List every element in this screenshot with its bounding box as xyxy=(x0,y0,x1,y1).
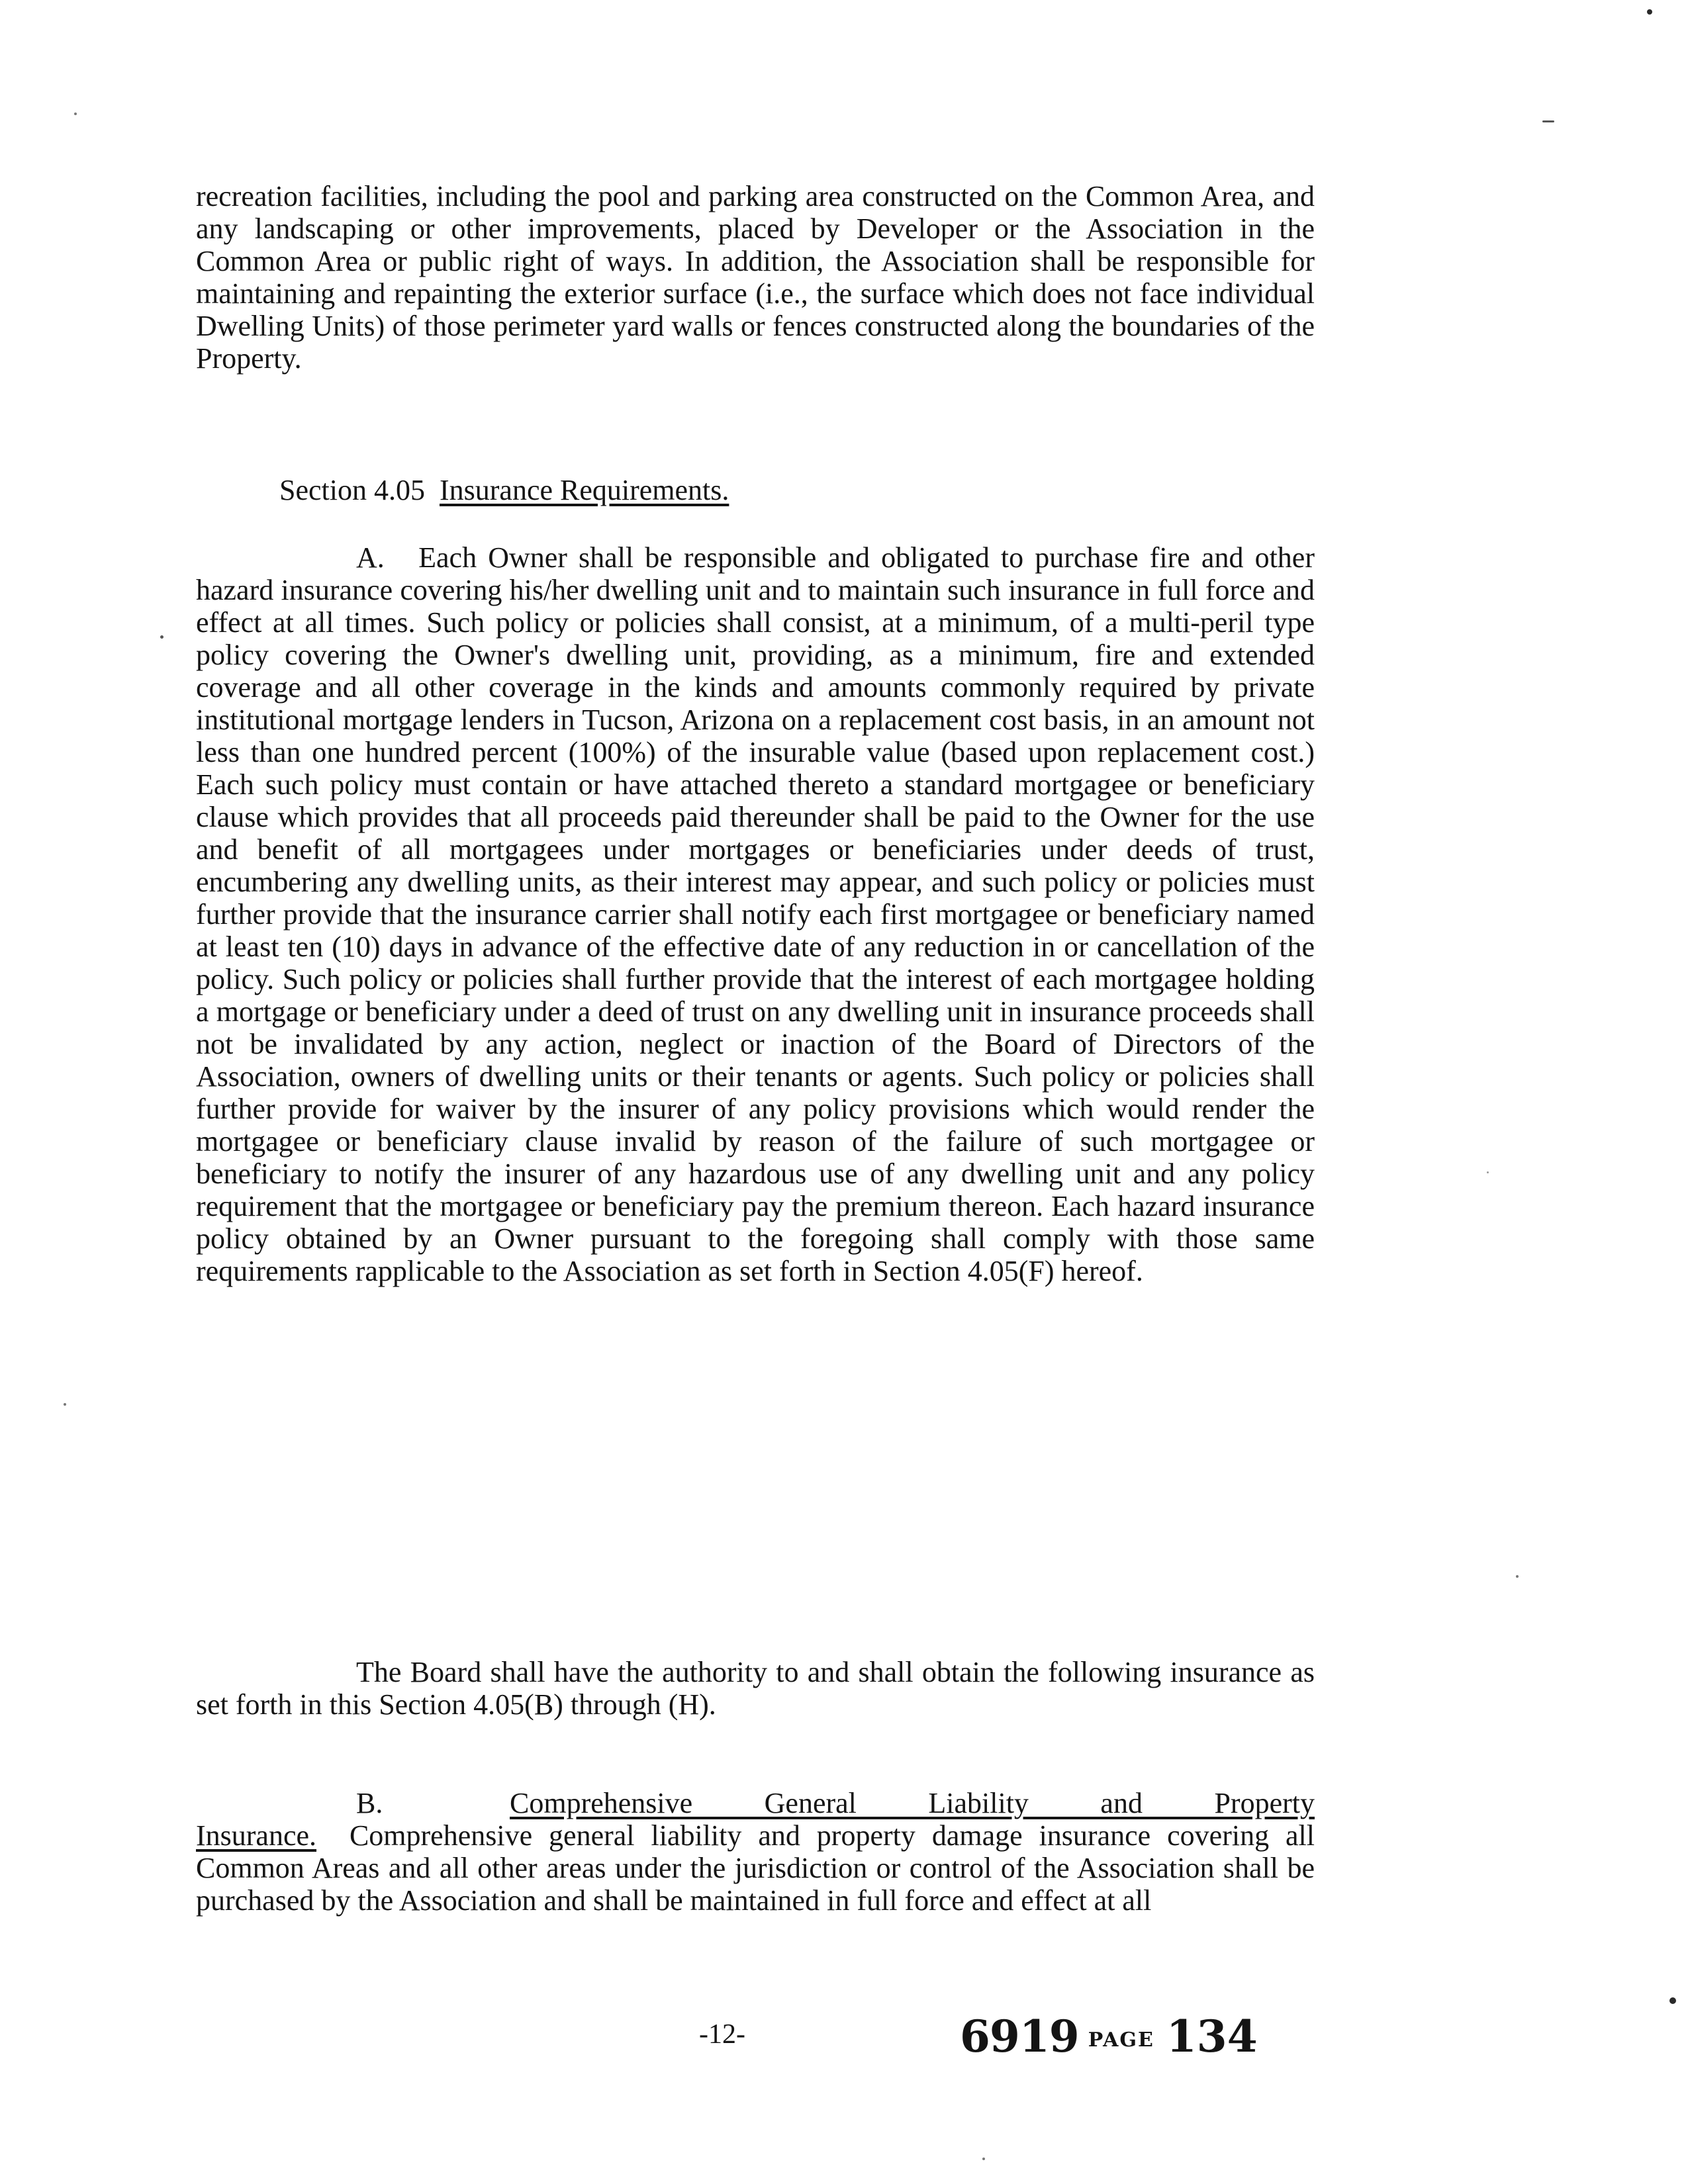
paragraph-a xyxy=(196,541,1315,1627)
section-title: Insurance Requirements. xyxy=(439,474,729,506)
scan-speck xyxy=(1647,9,1652,15)
paragraph-b-text: Comprehensive general liability and property damage insurance covering all Common Areas and all other areas under the jurisdiction or control of the Association shall be purchased by the Association and shall be maintained in full force and effect at all xyxy=(196,1819,1315,1917)
paragraph-b xyxy=(196,1787,1315,1952)
paragraph-a-text: Each Owner shall be responsible and obligated to purchase fire and other hazard insurance covering his/her dwelling unit and to maintain such insurance in full force and effect at all times. Such policy or policies shall consist, at a minimum, of a multi-peril type policy covering the Owner's dwelling unit, providing, as a minimum, fire and extended coverage and all other coverage in the kinds and amounts commonly required by private institutional mortgage lenders in Tucson, Arizona on a replacement cost basis, in an amount not less than one hundred percent (100%) of the insurable value (based upon replacement cost.) Each such policy must contain or have attached thereto a standard mortgagee or beneficiary clause which provides that all proceeds paid thereunder shall be paid to the Owner for the use and benefit of all mortgagees under mortgages or beneficiaries under deeds of trust, encumbering any dwelling units, as their interest may appear, and such policy or policies must further provide that the insurance carrier shall notify each first mortgagee or beneficiary named at least ten (10) days in advance of the effective date of any reduction in or cancellation of the policy. Such policy or policies shall further provide that the interest of each mortgagee holding a mortgage or beneficiary under a deed of trust on any dwelling unit in insurance proceeds shall not be invalidated by any action, neglect or inaction of the Board of Directors of the Association, owners of dwelling units or their tenants or agents. Such policy or policies shall further provide for waiver by the insurer of any policy provisions which would render the mortgagee or beneficiary clause invalid by reason of the failure of such mortgagee or beneficiary to notify the insurer of any hazardous use of any dwelling unit and any policy requirement that the mortgagee or beneficiary pay the premium thereon. Each hazard insurance policy obtained by an Owner pursuant to the foregoing shall comply with those same requirements rapplicable to the Association as set forth in Section 4.05(F) hereof. xyxy=(196,541,1315,1287)
scan-speck xyxy=(982,2158,985,2160)
paragraph-b-title: Comprehensive General Liability and Property Insurance. xyxy=(196,1787,1315,1852)
scan-speck xyxy=(1542,120,1554,122)
scan-speck xyxy=(64,1403,66,1406)
scan-speck xyxy=(74,113,77,115)
recording-stamp xyxy=(960,2011,1258,2062)
scan-speck xyxy=(1669,1997,1676,2004)
page-number: -12- xyxy=(699,2019,745,2050)
continuation-paragraph: recreation facilities, including the pool and parking area constructed on the Common Area, and any landscaping or other improvements, placed by Developer or the Association in the Common Area or public right of ways. In addition, the Association shall be responsible for maintaining and repainting the exterior surface (i.e., the surface which does not face individual Dwelling Units) of those perimeter yard walls or fences constructed along the boundaries of the Property. xyxy=(196,180,1315,375)
paragraph-a-label: A. xyxy=(356,541,385,574)
section-number: Section 4.05 xyxy=(279,474,425,506)
recording-page-label: PAGE xyxy=(1088,2028,1154,2052)
recording-page-number: 134 xyxy=(1166,2011,1258,2062)
scan-speck xyxy=(1516,1575,1519,1578)
scan-speck xyxy=(160,635,164,639)
paragraph-b-label: B. xyxy=(356,1787,383,1819)
section-heading xyxy=(279,474,729,506)
board-paragraph-text: The Board shall have the authority to and shall obtain the following insurance as set forth in this Section 4.05(B) through (H). xyxy=(196,1656,1315,1721)
scan-speck xyxy=(1487,1171,1489,1173)
recording-book-number: 6919 xyxy=(960,2011,1079,2062)
board-paragraph xyxy=(196,1656,1315,1755)
